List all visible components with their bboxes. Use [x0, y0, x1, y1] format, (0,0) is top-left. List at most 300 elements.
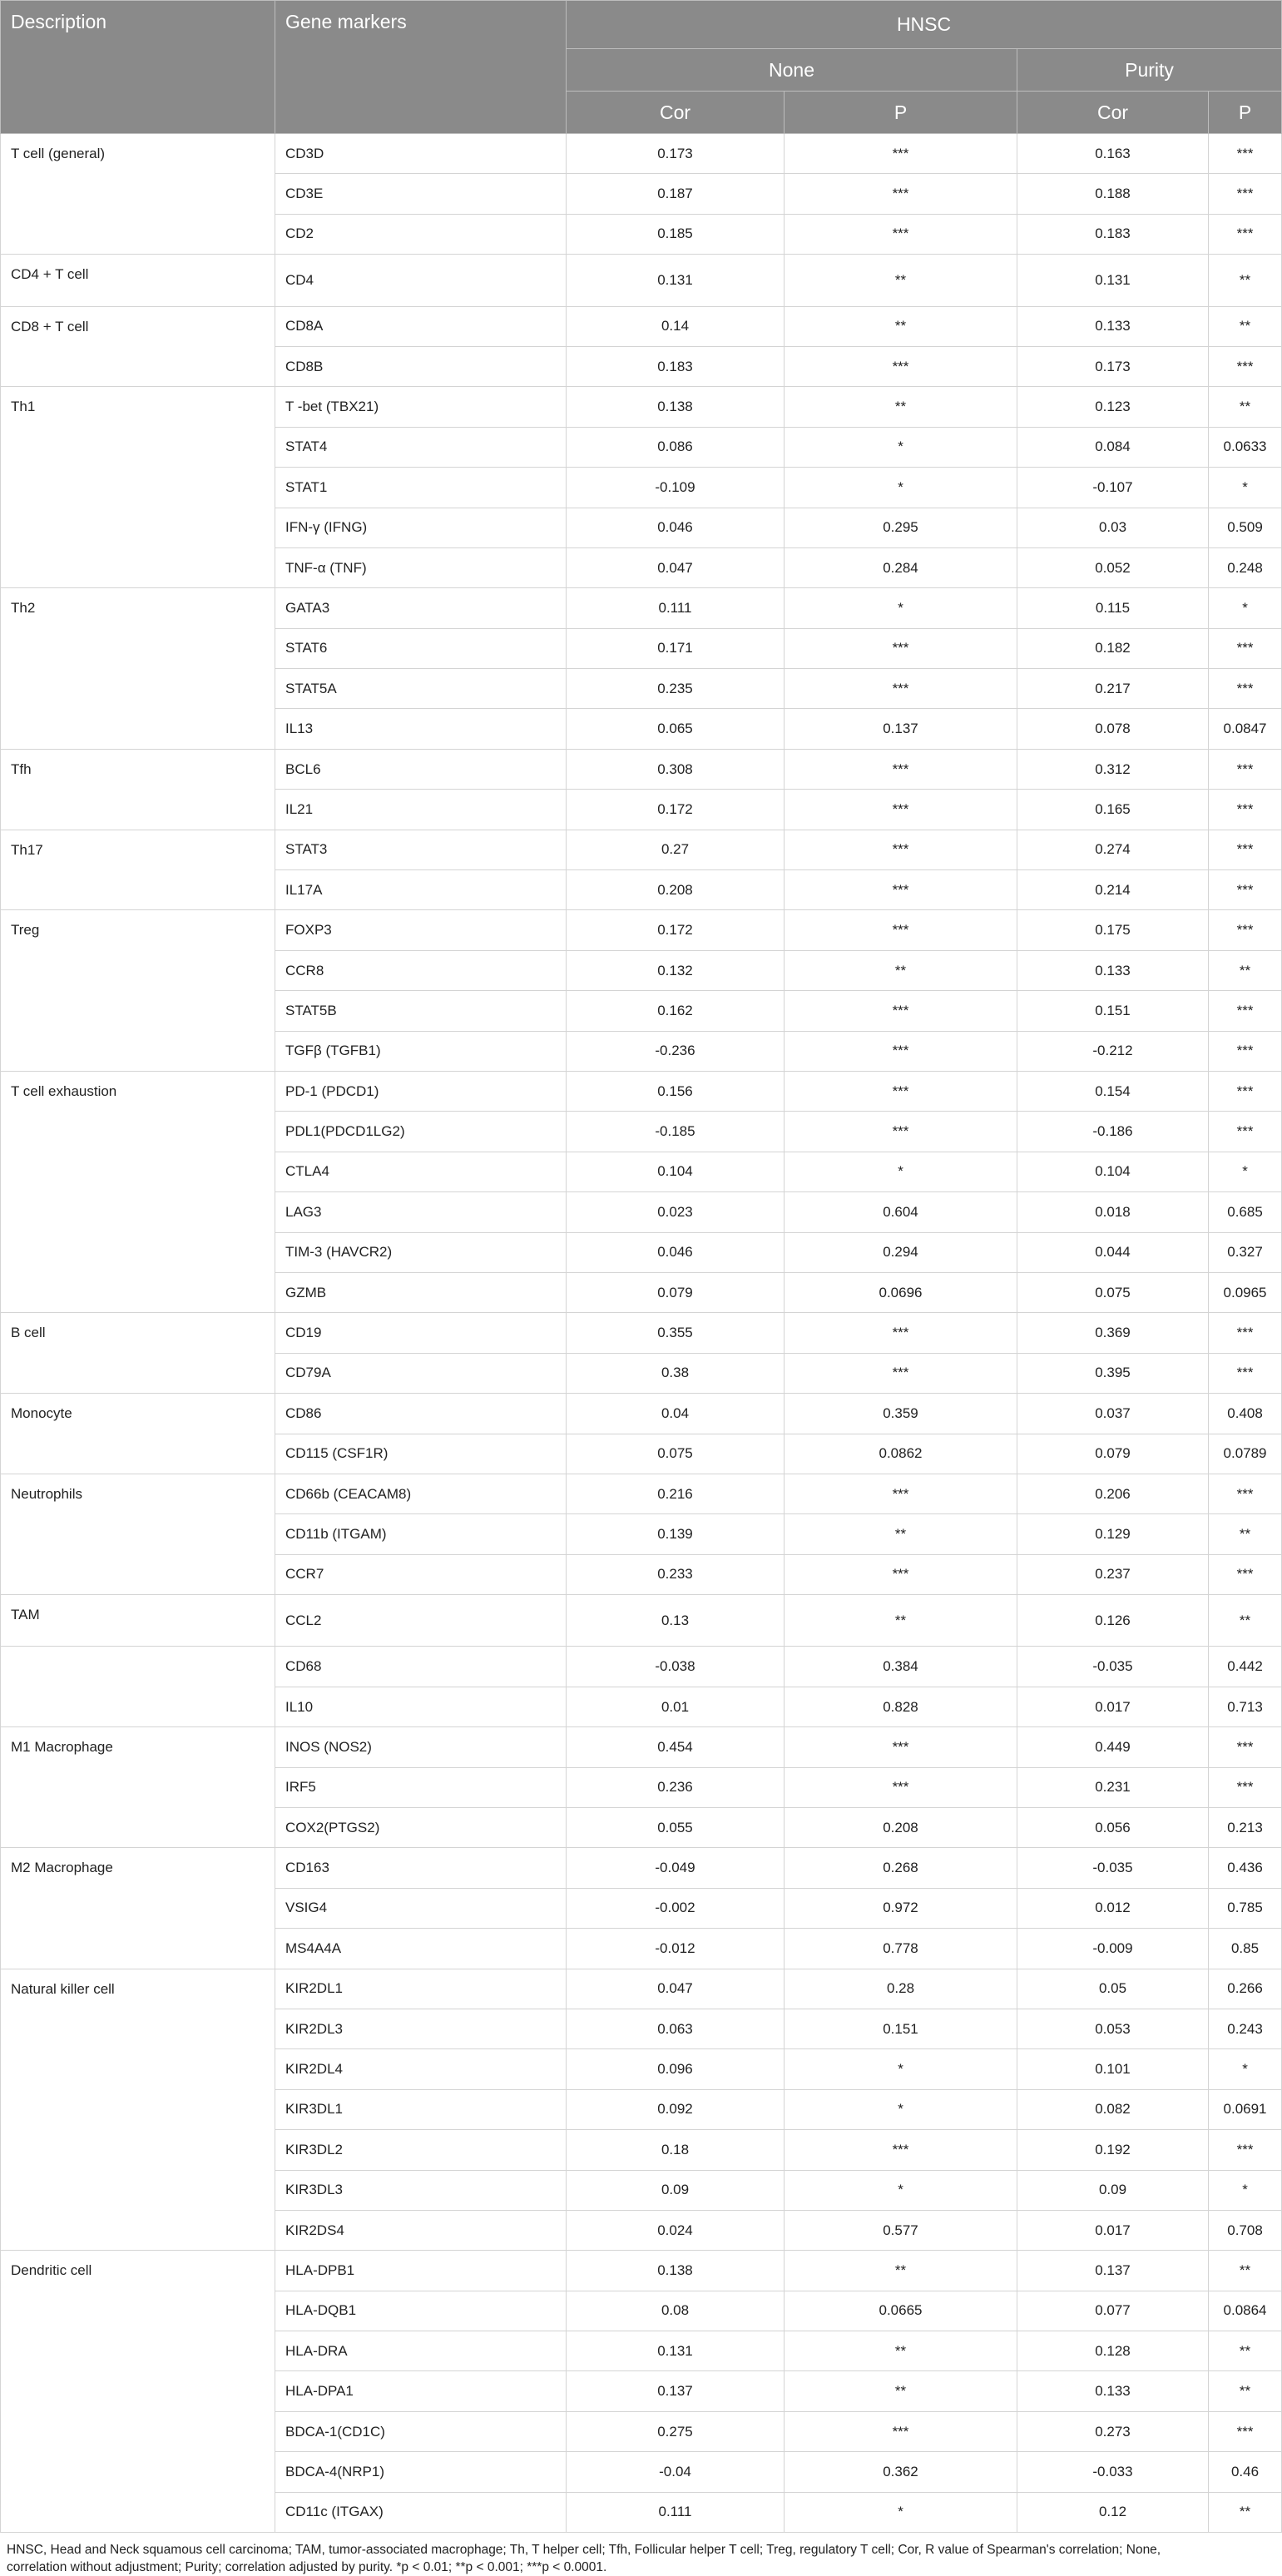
cell-none-p: 0.577	[785, 2210, 1017, 2250]
cell-gene-marker: TIM-3 (HAVCR2)	[275, 1232, 567, 1272]
cell-purity-cor: 0.082	[1017, 2089, 1209, 2129]
cell-purity-cor: 0.133	[1017, 2371, 1209, 2411]
cell-purity-p: ***	[1209, 174, 1282, 214]
cell-purity-cor: 0.274	[1017, 830, 1209, 869]
cell-gene-marker: CD3D	[275, 134, 567, 174]
cell-purity-p: **	[1209, 2371, 1282, 2411]
cell-gene-marker: KIR2DL4	[275, 2049, 567, 2089]
cell-gene-marker: STAT6	[275, 628, 567, 668]
cell-gene-marker: TGFβ (TGFB1)	[275, 1031, 567, 1071]
cell-none-p: 0.384	[785, 1647, 1017, 1687]
cell-none-cor: 0.172	[567, 910, 785, 950]
cell-purity-p: ***	[1209, 628, 1282, 668]
table-row	[1, 1474, 1282, 1513]
cell-none-p: 0.828	[785, 1687, 1017, 1726]
cell-purity-cor: 0.115	[1017, 588, 1209, 628]
cell-gene-marker: CD8A	[275, 306, 567, 346]
cell-purity-cor: -0.033	[1017, 2452, 1209, 2492]
cell-purity-p: **	[1209, 2251, 1282, 2291]
cell-none-p: ***	[785, 1353, 1017, 1393]
cell-purity-cor: -0.009	[1017, 1929, 1209, 1969]
cell-purity-cor: 0.217	[1017, 669, 1209, 709]
cell-gene-marker: TNF-α (TNF)	[275, 547, 567, 587]
cell-none-p: 0.151	[785, 2009, 1017, 2048]
cell-none-cor: 0.04	[567, 1394, 785, 1434]
cell-none-cor: 0.183	[567, 346, 785, 386]
cell-purity-p: 0.685	[1209, 1192, 1282, 1232]
cell-description: Th17	[1, 830, 275, 910]
cell-none-p: ***	[785, 134, 1017, 174]
cell-purity-cor: 0.056	[1017, 1808, 1209, 1848]
cell-gene-marker: CTLA4	[275, 1152, 567, 1191]
cell-none-p: ***	[785, 2130, 1017, 2170]
cell-none-p: *	[785, 1152, 1017, 1191]
cell-purity-cor: 0.163	[1017, 134, 1209, 174]
cell-none-cor: 0.075	[567, 1434, 785, 1474]
cell-none-cor: 0.454	[567, 1727, 785, 1767]
table-row	[1, 134, 1282, 174]
cell-none-cor: 0.13	[567, 1595, 785, 1647]
cell-purity-p: ***	[1209, 1767, 1282, 1807]
cell-none-cor: 0.233	[567, 1554, 785, 1594]
cell-none-p: **	[785, 2251, 1017, 2291]
cell-purity-cor: 0.231	[1017, 1767, 1209, 1807]
cell-gene-marker: MS4A4A	[275, 1929, 567, 1969]
cell-purity-cor: 0.017	[1017, 1687, 1209, 1726]
cell-purity-cor: 0.182	[1017, 628, 1209, 668]
cell-gene-marker: KIR2DS4	[275, 2210, 567, 2250]
cell-none-p: *	[785, 468, 1017, 508]
cell-purity-p: ***	[1209, 870, 1282, 910]
cell-purity-p: ***	[1209, 1112, 1282, 1152]
cell-none-p: 0.0696	[785, 1272, 1017, 1312]
cell-purity-p: *	[1209, 2049, 1282, 2089]
cell-purity-cor: 0.078	[1017, 709, 1209, 749]
cell-purity-p: *	[1209, 2170, 1282, 2210]
cell-none-p: 0.0665	[785, 2291, 1017, 2331]
cell-purity-p: 0.442	[1209, 1647, 1282, 1687]
cell-none-p: ***	[785, 1767, 1017, 1807]
cell-purity-cor: 0.128	[1017, 2331, 1209, 2371]
cell-purity-cor: 0.077	[1017, 2291, 1209, 2331]
cell-gene-marker: CD79A	[275, 1353, 567, 1393]
table-footnote: HNSC, Head and Neck squamous cell carcinoma; TAM, tumor-associated macrophage; Th, T helper cell; Tfh, Follicular helper T cell; Treg, regulatory T cell; Cor, R value of Spearman's correlation; None, correlation without adjustment; Purity; correlation adjusted by purity. *p < 0.01; **p < 0.001; ***p < 0.0001.	[7, 2543, 1161, 2575]
cell-purity-cor: 0.079	[1017, 1434, 1209, 1474]
cell-purity-cor: 0.123	[1017, 387, 1209, 427]
cell-gene-marker: CD115 (CSF1R)	[275, 1434, 567, 1474]
cell-gene-marker: KIR2DL1	[275, 1969, 567, 2009]
cell-purity-p: 0.213	[1209, 1808, 1282, 1848]
table-row	[1, 1071, 1282, 1111]
cell-none-p: **	[785, 2331, 1017, 2371]
header-cancer-type: HNSC	[567, 1, 1282, 49]
cell-purity-p: ***	[1209, 1474, 1282, 1513]
cell-purity-p: **	[1209, 255, 1282, 306]
cell-gene-marker: KIR3DL1	[275, 2089, 567, 2129]
cell-gene-marker: CCL2	[275, 1595, 567, 1647]
cell-none-p: *	[785, 2170, 1017, 2210]
cell-none-p: **	[785, 255, 1017, 306]
cell-description: B cell	[1, 1313, 275, 1394]
cell-purity-p: ***	[1209, 1071, 1282, 1111]
cell-none-p: **	[785, 1595, 1017, 1647]
cell-gene-marker: CCR8	[275, 950, 567, 990]
cell-none-p: *	[785, 2492, 1017, 2532]
cell-gene-marker: CD68	[275, 1647, 567, 1687]
table-row	[1, 1313, 1282, 1353]
cell-gene-marker: STAT5B	[275, 991, 567, 1031]
cell-purity-cor: 0.192	[1017, 2130, 1209, 2170]
cell-description: Monocyte	[1, 1394, 275, 1474]
cell-purity-p: ***	[1209, 749, 1282, 789]
cell-purity-cor: 0.175	[1017, 910, 1209, 950]
table-body	[1, 134, 1282, 2533]
cell-gene-marker: STAT5A	[275, 669, 567, 709]
cell-gene-marker: GATA3	[275, 588, 567, 628]
cell-gene-marker: HLA-DQB1	[275, 2291, 567, 2331]
cell-none-p: 0.284	[785, 547, 1017, 587]
cell-none-cor: 0.216	[567, 1474, 785, 1513]
cell-none-cor: 0.162	[567, 991, 785, 1031]
cell-none-p: ***	[785, 214, 1017, 254]
table-row	[1, 1969, 1282, 2009]
cell-none-cor: 0.14	[567, 306, 785, 346]
cell-gene-marker: GZMB	[275, 1272, 567, 1312]
cell-none-cor: -0.185	[567, 1112, 785, 1152]
cell-none-cor: 0.275	[567, 2411, 785, 2451]
cell-gene-marker: VSIG4	[275, 1888, 567, 1928]
table-row	[1, 588, 1282, 628]
cell-purity-p: 0.85	[1209, 1929, 1282, 1969]
cell-purity-cor: 0.165	[1017, 790, 1209, 830]
cell-none-p: **	[785, 306, 1017, 346]
cell-description: Dendritic cell	[1, 2251, 275, 2533]
cell-none-p: 0.778	[785, 1929, 1017, 1969]
cell-description: Treg	[1, 910, 275, 1072]
cell-gene-marker: STAT4	[275, 427, 567, 467]
cell-none-cor: 0.09	[567, 2170, 785, 2210]
cell-description: M2 Macrophage	[1, 1848, 275, 1969]
cell-purity-p: ***	[1209, 346, 1282, 386]
cell-none-p: 0.294	[785, 1232, 1017, 1272]
cell-none-p: ***	[785, 749, 1017, 789]
header-gene-markers: Gene markers	[275, 1, 567, 134]
cell-none-p: 0.0862	[785, 1434, 1017, 1474]
cell-purity-p: ***	[1209, 910, 1282, 950]
cell-none-cor: 0.138	[567, 387, 785, 427]
cell-purity-p: 0.713	[1209, 1687, 1282, 1726]
cell-gene-marker: KIR2DL3	[275, 2009, 567, 2048]
cell-none-cor: 0.096	[567, 2049, 785, 2089]
cell-purity-cor: 0.084	[1017, 427, 1209, 467]
cell-purity-cor: 0.037	[1017, 1394, 1209, 1434]
cell-none-p: ***	[785, 346, 1017, 386]
cell-none-p: ***	[785, 910, 1017, 950]
cell-purity-p: 0.436	[1209, 1848, 1282, 1888]
cell-purity-cor: -0.035	[1017, 1647, 1209, 1687]
cell-none-p: **	[785, 950, 1017, 990]
cell-none-cor: 0.208	[567, 870, 785, 910]
cell-description: CD8 + T cell	[1, 306, 275, 387]
cell-description: CD4 + T cell	[1, 255, 275, 306]
cell-purity-cor: 0.369	[1017, 1313, 1209, 1353]
cell-purity-cor: 0.104	[1017, 1152, 1209, 1191]
cell-purity-p: ***	[1209, 1031, 1282, 1071]
cell-none-cor: 0.139	[567, 1514, 785, 1554]
cell-gene-marker: HLA-DPA1	[275, 2371, 567, 2411]
cell-none-cor: 0.023	[567, 1192, 785, 1232]
cell-purity-cor: 0.449	[1017, 1727, 1209, 1767]
cell-gene-marker: HLA-DRA	[275, 2331, 567, 2371]
cell-none-p: 0.137	[785, 709, 1017, 749]
cell-purity-cor: 0.206	[1017, 1474, 1209, 1513]
cell-gene-marker: IL10	[275, 1687, 567, 1726]
cell-purity-cor: 0.183	[1017, 214, 1209, 254]
cell-purity-cor: -0.186	[1017, 1112, 1209, 1152]
cell-none-cor: 0.065	[567, 709, 785, 749]
cell-gene-marker: BCL6	[275, 749, 567, 789]
cell-none-cor: 0.086	[567, 427, 785, 467]
cell-purity-cor: 0.018	[1017, 1192, 1209, 1232]
cell-purity-p: ***	[1209, 1313, 1282, 1353]
cell-none-p: *	[785, 588, 1017, 628]
cell-purity-cor: 0.133	[1017, 950, 1209, 990]
cell-gene-marker: T -bet (TBX21)	[275, 387, 567, 427]
cell-none-cor: 0.187	[567, 174, 785, 214]
cell-none-cor: 0.156	[567, 1071, 785, 1111]
cell-purity-cor: 0.101	[1017, 2049, 1209, 2089]
cell-none-cor: 0.173	[567, 134, 785, 174]
cell-description: T cell exhaustion	[1, 1071, 275, 1312]
cell-gene-marker: CD4	[275, 255, 567, 306]
cell-none-cor: -0.002	[567, 1888, 785, 1928]
cell-gene-marker: CD86	[275, 1394, 567, 1434]
table-row	[1, 1647, 1282, 1687]
cell-none-cor: 0.063	[567, 2009, 785, 2048]
cell-gene-marker: CD11b (ITGAM)	[275, 1514, 567, 1554]
cell-gene-marker: FOXP3	[275, 910, 567, 950]
cell-none-cor: 0.046	[567, 508, 785, 547]
cell-gene-marker: IL17A	[275, 870, 567, 910]
cell-purity-cor: 0.137	[1017, 2251, 1209, 2291]
cell-purity-p: **	[1209, 1514, 1282, 1554]
cell-none-cor: 0.079	[567, 1272, 785, 1312]
cell-purity-cor: 0.273	[1017, 2411, 1209, 2451]
cell-none-p: ***	[785, 174, 1017, 214]
cell-purity-p: ***	[1209, 991, 1282, 1031]
header-purity-cor: Cor	[1017, 92, 1209, 134]
cell-purity-cor: 0.214	[1017, 870, 1209, 910]
cell-purity-p: *	[1209, 588, 1282, 628]
cell-purity-cor: 0.151	[1017, 991, 1209, 1031]
cell-none-cor: 0.172	[567, 790, 785, 830]
cell-purity-p: 0.0633	[1209, 427, 1282, 467]
cell-purity-p: ***	[1209, 2130, 1282, 2170]
cell-none-cor: -0.049	[567, 1848, 785, 1888]
table-row	[1, 1848, 1282, 1888]
cell-purity-p: 0.785	[1209, 1888, 1282, 1928]
cell-none-p: 0.28	[785, 1969, 1017, 2009]
cell-purity-p: ***	[1209, 1554, 1282, 1594]
cell-none-cor: 0.111	[567, 588, 785, 628]
cell-description: Natural killer cell	[1, 1969, 275, 2251]
cell-purity-p: 0.0691	[1209, 2089, 1282, 2129]
cell-purity-p: **	[1209, 306, 1282, 346]
cell-purity-p: 0.243	[1209, 2009, 1282, 2048]
cell-gene-marker: CD163	[275, 1848, 567, 1888]
cell-purity-p: 0.266	[1209, 1969, 1282, 2009]
cell-purity-p: 0.509	[1209, 508, 1282, 547]
cell-none-p: ***	[785, 669, 1017, 709]
cell-none-cor: 0.046	[567, 1232, 785, 1272]
cell-none-cor: 0.047	[567, 1969, 785, 2009]
cell-description: T cell (general)	[1, 134, 275, 255]
cell-gene-marker: COX2(PTGS2)	[275, 1808, 567, 1848]
cell-purity-cor: 0.129	[1017, 1514, 1209, 1554]
table-row	[1, 910, 1282, 950]
cell-purity-p: 0.708	[1209, 2210, 1282, 2250]
cell-purity-p: 0.248	[1209, 547, 1282, 587]
cell-none-p: ***	[785, 830, 1017, 869]
cell-gene-marker: KIR3DL2	[275, 2130, 567, 2170]
cell-purity-cor: 0.131	[1017, 255, 1209, 306]
cell-purity-cor: -0.035	[1017, 1848, 1209, 1888]
cell-none-cor: 0.024	[567, 2210, 785, 2250]
cell-gene-marker: IL21	[275, 790, 567, 830]
table-header	[1, 1, 1282, 134]
cell-none-cor: 0.137	[567, 2371, 785, 2411]
cell-none-cor: 0.047	[567, 547, 785, 587]
cell-gene-marker: CD2	[275, 214, 567, 254]
cell-purity-p: **	[1209, 2331, 1282, 2371]
cell-none-p: **	[785, 1514, 1017, 1554]
cell-none-cor: 0.308	[567, 749, 785, 789]
cell-none-cor: 0.055	[567, 1808, 785, 1848]
cell-purity-cor: 0.09	[1017, 2170, 1209, 2210]
cell-none-p: ***	[785, 1554, 1017, 1594]
cell-none-cor: 0.132	[567, 950, 785, 990]
cell-purity-p: 0.408	[1209, 1394, 1282, 1434]
cell-gene-marker: LAG3	[275, 1192, 567, 1232]
cell-none-p: ***	[785, 991, 1017, 1031]
cell-purity-cor: 0.395	[1017, 1353, 1209, 1393]
cell-purity-p: *	[1209, 468, 1282, 508]
cell-purity-p: ***	[1209, 790, 1282, 830]
cell-purity-cor: 0.237	[1017, 1554, 1209, 1594]
cell-purity-cor: 0.05	[1017, 1969, 1209, 2009]
cell-purity-p: 0.0864	[1209, 2291, 1282, 2331]
table-row	[1, 387, 1282, 427]
cell-gene-marker: HLA-DPB1	[275, 2251, 567, 2291]
cell-none-p: ***	[785, 1031, 1017, 1071]
cell-none-cor: 0.08	[567, 2291, 785, 2331]
cell-gene-marker: KIR3DL3	[275, 2170, 567, 2210]
header-none-p: P	[785, 92, 1017, 134]
cell-none-cor: -0.038	[567, 1647, 785, 1687]
cell-gene-marker: IFN-γ (IFNG)	[275, 508, 567, 547]
cell-purity-p: 0.0965	[1209, 1272, 1282, 1312]
cell-purity-cor: 0.03	[1017, 508, 1209, 547]
header-purity: Purity	[1017, 49, 1282, 92]
cell-gene-marker: CD19	[275, 1313, 567, 1353]
cell-purity-p: 0.46	[1209, 2452, 1282, 2492]
cell-gene-marker: CCR7	[275, 1554, 567, 1594]
cell-none-p: 0.268	[785, 1848, 1017, 1888]
cell-none-p: ***	[785, 628, 1017, 668]
cell-purity-cor: 0.126	[1017, 1595, 1209, 1647]
cell-purity-p: ***	[1209, 214, 1282, 254]
cell-none-p: ***	[785, 1474, 1017, 1513]
cell-purity-cor: -0.107	[1017, 468, 1209, 508]
cell-none-p: ***	[785, 790, 1017, 830]
cell-purity-p: ***	[1209, 134, 1282, 174]
cell-purity-cor: 0.017	[1017, 2210, 1209, 2250]
cell-purity-p: *	[1209, 1152, 1282, 1191]
cell-none-p: ***	[785, 2411, 1017, 2451]
cell-none-p: ***	[785, 1727, 1017, 1767]
cell-none-cor: 0.171	[567, 628, 785, 668]
cell-purity-p: ***	[1209, 2411, 1282, 2451]
cell-none-cor: -0.04	[567, 2452, 785, 2492]
cell-none-cor: 0.01	[567, 1687, 785, 1726]
cell-purity-cor: 0.154	[1017, 1071, 1209, 1111]
cell-none-p: 0.972	[785, 1888, 1017, 1928]
cell-purity-cor: 0.052	[1017, 547, 1209, 587]
cell-none-p: 0.295	[785, 508, 1017, 547]
cell-none-cor: 0.38	[567, 1353, 785, 1393]
cell-purity-cor: -0.212	[1017, 1031, 1209, 1071]
cell-none-cor: 0.355	[567, 1313, 785, 1353]
cell-gene-marker: BDCA-4(NRP1)	[275, 2452, 567, 2492]
cell-description: M1 Macrophage	[1, 1727, 275, 1848]
cell-none-cor: 0.131	[567, 255, 785, 306]
cell-none-cor: 0.235	[567, 669, 785, 709]
cell-none-cor: 0.27	[567, 830, 785, 869]
header-description: Description	[1, 1, 275, 134]
header-none: None	[567, 49, 1017, 92]
cell-none-cor: 0.131	[567, 2331, 785, 2371]
cell-purity-cor: 0.133	[1017, 306, 1209, 346]
cell-purity-p: **	[1209, 387, 1282, 427]
table-row	[1, 306, 1282, 346]
cell-none-p: 0.208	[785, 1808, 1017, 1848]
cell-gene-marker: BDCA-1(CD1C)	[275, 2411, 567, 2451]
cell-none-cor: 0.236	[567, 1767, 785, 1807]
table-row	[1, 1727, 1282, 1767]
cell-none-cor: -0.012	[567, 1929, 785, 1969]
cell-purity-cor: 0.012	[1017, 1888, 1209, 1928]
cell-none-p: *	[785, 2049, 1017, 2089]
cell-gene-marker: PD-1 (PDCD1)	[275, 1071, 567, 1111]
cell-purity-cor: 0.075	[1017, 1272, 1209, 1312]
cell-none-p: 0.362	[785, 2452, 1017, 2492]
table-row	[1, 1394, 1282, 1434]
cell-description: Tfh	[1, 749, 275, 830]
table-row	[1, 830, 1282, 869]
cell-description: TAM	[1, 1595, 275, 1647]
cell-purity-p: **	[1209, 950, 1282, 990]
table-row	[1, 2251, 1282, 2291]
cell-description: Th1	[1, 387, 275, 588]
cell-purity-p: 0.327	[1209, 1232, 1282, 1272]
cell-none-p: ***	[785, 1071, 1017, 1111]
cell-none-p: ***	[785, 870, 1017, 910]
cell-purity-p: **	[1209, 1595, 1282, 1647]
cell-none-p: **	[785, 387, 1017, 427]
cell-gene-marker: IRF5	[275, 1767, 567, 1807]
cell-gene-marker: INOS (NOS2)	[275, 1727, 567, 1767]
cell-none-p: 0.604	[785, 1192, 1017, 1232]
